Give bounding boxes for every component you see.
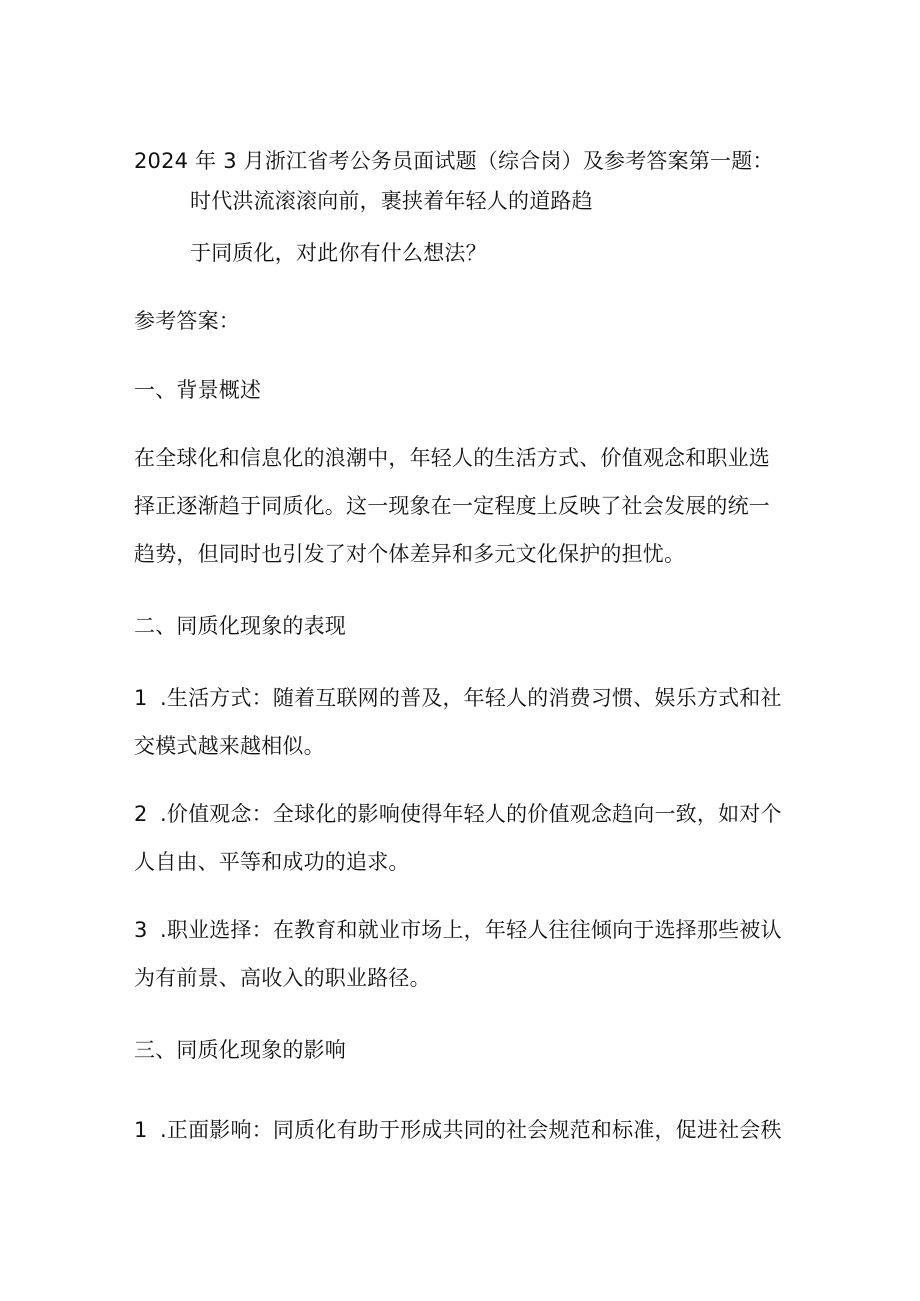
question-line: 时代洪流滚滚向前，裹挟着年轻人的道路趋 [190, 189, 593, 213]
paragraph-line: 在全球化和信息化的浪潮中，年轻人的生活方式、价值观念和职业选 [134, 446, 770, 470]
section-heading: 三、同质化现象的影响 [134, 1038, 346, 1062]
list-item-number: 3 [134, 918, 148, 942]
list-item-text: .价值观念：全球化的影响使得年轻人的价值观念趋向一致，如对个 [160, 802, 782, 826]
document-title: 2024 年 3 月浙江省考公务员面试题（综合岗）及参考答案第一题： [134, 149, 774, 173]
list-item-continuation: 人自由、平等和成功的追求。 [134, 850, 410, 874]
answer-label: 参考答案： [134, 309, 240, 333]
section-heading: 二、同质化现象的表现 [134, 614, 346, 638]
list-item-continuation: 交模式越来越相似。 [134, 734, 325, 758]
list-item-text: .职业选择：在教育和就业市场上，年轻人往往倾向于选择那些被认 [160, 918, 782, 942]
list-item-number: 1 [134, 686, 148, 710]
list-item-number: 2 [134, 802, 148, 826]
list-item [134, 916, 782, 944]
list-item-continuation: 为有前景、高收入的职业路径。 [134, 966, 431, 990]
paragraph-line: 趋势，但同时也引发了对个体差异和多元文化保护的担忧。 [134, 542, 686, 566]
section-heading: 一、背景概述 [134, 378, 262, 402]
paragraph-line: 择正逐渐趋于同质化。这一现象在一定程度上反映了社会发展的统一 [134, 494, 770, 518]
list-item-text: .正面影响：同质化有助于形成共同的社会规范和标准，促进社会秩 [160, 1118, 782, 1142]
list-item-text: .生活方式：随着互联网的普及，年轻人的消费习惯、娱乐方式和社 [160, 686, 782, 710]
list-item-number: 1 [134, 1118, 148, 1142]
list-item [134, 684, 782, 712]
list-item [134, 800, 782, 828]
question-line: 于同质化，对此你有什么想法？ [190, 241, 487, 265]
list-item [134, 1116, 782, 1144]
